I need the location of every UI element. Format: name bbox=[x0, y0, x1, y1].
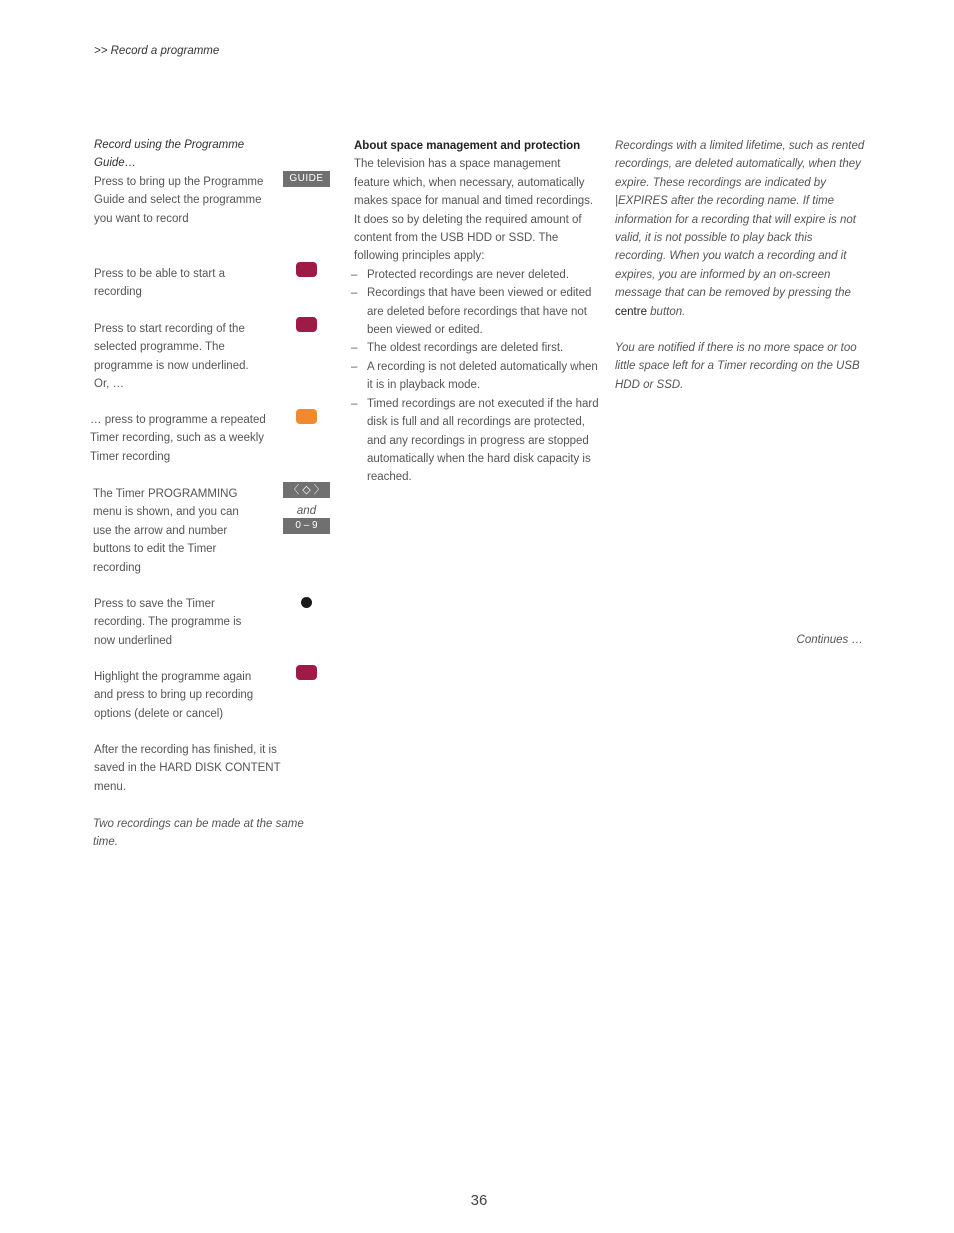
list-item: – Recordings that have been viewed or edited are deleted before recordings that have not been viewed or edited. bbox=[351, 287, 592, 337]
space-management-heading: About space management and protection bbox=[354, 140, 581, 152]
continues-label: Continues … bbox=[796, 634, 863, 646]
step-repeat-timer-text: … press to programme a repeated Timer recording, such as a weekly Timer recording bbox=[90, 414, 266, 463]
list-item: – Protected recordings are never deleted. bbox=[351, 268, 570, 281]
space-management-body: The television has a space management feature which, when necessary, automatically makes space for manual and timed recordings. It does so by deleting the required amount of content from the USB HDD or SSD. The following principles apply: bbox=[354, 158, 594, 263]
number-buttons-icon: 0 – 9 bbox=[283, 518, 330, 534]
step-timer-menu-text: The Timer PROGRAMMING menu is shown, and you can use the arrow and number buttons to edit the Timer recording bbox=[93, 488, 239, 574]
centre-button-label: centre bbox=[615, 305, 647, 318]
list-item: – Timed recordings are not executed if the hard disk is full and all recordings are protected, and any recordings in progress are stopped automatically when the hard disk capacity is reached. bbox=[351, 397, 599, 484]
principles-list bbox=[351, 266, 599, 487]
red-button-icon bbox=[296, 317, 317, 332]
right-column bbox=[615, 137, 865, 394]
red-button-icon bbox=[296, 665, 317, 680]
list-item: – The oldest recordings are deleted first. bbox=[351, 342, 564, 355]
list-item: – A recording is not deleted automatically when it is in playback mode. bbox=[351, 360, 598, 392]
centre-button-icon bbox=[301, 597, 312, 608]
space-notice-paragraph: You are notified if there is no more space or too little space left for a Timer recording on the USB HDD or SSD. bbox=[615, 342, 860, 391]
arrow-buttons-icon: 〈 ◇ 〉 bbox=[283, 482, 330, 498]
red-button-icon bbox=[296, 262, 317, 277]
step-highlight-again-text: Highlight the programme again and press to bring up recording options (delete or cancel) bbox=[94, 671, 254, 720]
orange-button-icon bbox=[296, 409, 317, 424]
and-label: and bbox=[296, 505, 317, 517]
page-number: 36 bbox=[470, 1192, 488, 1209]
step-finished-text: After the recording has finished, it is saved in the HARD DISK CONTENT menu. bbox=[94, 744, 281, 793]
expiring-recordings-paragraph: Recordings with a limited lifetime, such as rented recordings, are deleted automatically, when they expire. These recordings are indicated by |EXPIRES after the recording name. If time information for a recording that will expire is not valid, it is not possible to play back this recording. When you watch a recording and it expires, you are informed by an on-screen message that can be removed by pressing the centre button. bbox=[615, 140, 865, 318]
step-guide-text: Press to bring up the Programme Guide and select the programme you want to record bbox=[94, 176, 264, 225]
guide-button: GUIDE bbox=[283, 171, 330, 187]
note-two-recordings: Two recordings can be made at the same time. bbox=[93, 818, 304, 849]
section-intro: Record using the Programme Guide… bbox=[94, 139, 245, 170]
step-save-timer-text: Press to save the Timer recording. The programme is now underlined bbox=[94, 598, 242, 647]
step-start-recording-text: Press to be able to start a recording bbox=[94, 268, 226, 299]
middle-column bbox=[351, 137, 599, 487]
breadcrumb: >> Record a programme bbox=[94, 45, 220, 57]
step-record-selected-text: Press to start recording of the selected programme. The programme is now underlined. Or, … bbox=[94, 323, 249, 391]
